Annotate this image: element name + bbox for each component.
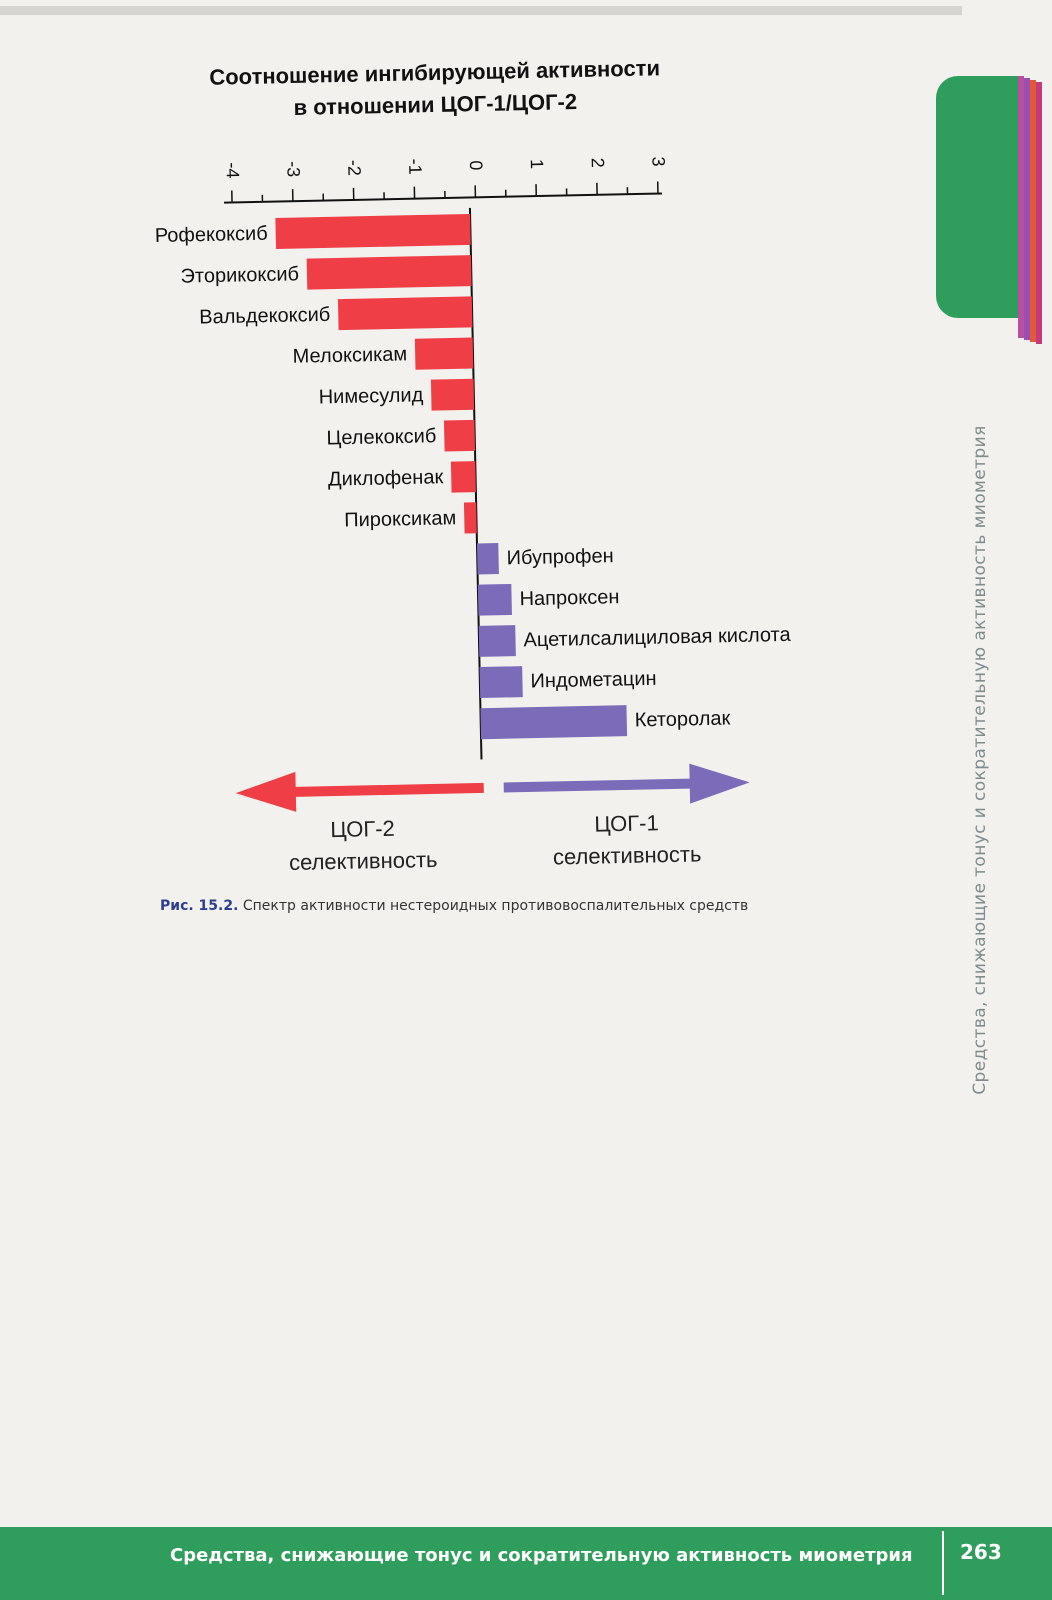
bar-label: Эторикоксиб [180,263,300,288]
cox1-bar [479,625,516,657]
bar-label: Ибупрофен [506,545,614,570]
figure-caption [160,898,748,914]
bar-label: Ацетилсалициловая кислота [523,623,791,652]
cox2-bar [275,214,470,249]
cox1-bar [480,705,627,739]
bar-label: Вальдекоксиб [199,303,331,329]
cox2-bar [451,461,476,493]
cox1-selectivity-arrow [503,762,750,807]
side-chapter-title: Средства, снижающие тонус и сократительную активность миометрия [970,425,990,1095]
cox2-selectivity-arrow [235,768,484,813]
bar-label: Пироксикам [344,507,457,532]
x-tick-label: 2 [587,157,608,169]
cox1-bar [478,584,512,616]
chapter-tab [936,76,1020,318]
cox2-selectivity-label: селективность [288,846,438,876]
x-axis [222,153,669,202]
bar-label: Напроксен [519,586,620,611]
cox2-bar [415,338,473,370]
tab-strip [1036,82,1042,344]
x-tick-label: 3 [648,156,669,167]
cox1-bar [480,666,523,698]
bar-label: Нимесулид [318,384,424,409]
cox2-bar [307,255,472,289]
x-tick-label: 1 [526,158,547,170]
bar-label: Мелоксикам [292,343,408,368]
cox2-bar [338,296,473,330]
x-tick-label: -2 [344,159,365,177]
bar-label: Диклофенак [327,466,444,491]
x-axis-line [224,193,662,202]
footer-chapter-title: Средства, снижающие тонус и сократительную активность миометрия [170,1545,913,1566]
bar-label: Рофекоксиб [154,222,268,248]
chart-title-line: Соотношение ингибирующей активности [209,55,661,90]
cox2-bar [431,379,474,411]
chart-title [209,55,661,121]
figure-caption-text: Спектр активности нестероидных противовоспалительных средств [242,898,749,914]
bar-label: Индометацин [530,667,657,693]
cox1-arrow-label: ЦОГ-1 [594,810,659,837]
footer-separator [942,1531,944,1595]
cox2-bar [444,420,475,452]
bar-label: Целекоксиб [326,425,437,450]
x-tick-label: -1 [404,158,426,175]
cox2-bar [464,502,477,533]
figure-label: Рис. 15.2. [160,898,239,914]
cox1-bar [477,543,499,574]
bar-label: Кеторолак [634,707,731,732]
chart-title-line: в отношении ЦОГ-1/ЦОГ-2 [293,89,578,120]
selectivity-arrows [235,762,751,876]
cox2-arrow-label: ЦОГ-2 [330,815,396,843]
x-tick-label: -4 [222,162,243,179]
page-number: 263 [960,1540,1002,1564]
cox1-selectivity-label: селективность [552,841,702,870]
x-tick-label: 0 [465,160,487,171]
bars [154,201,794,766]
x-tick-label: -3 [283,160,304,178]
